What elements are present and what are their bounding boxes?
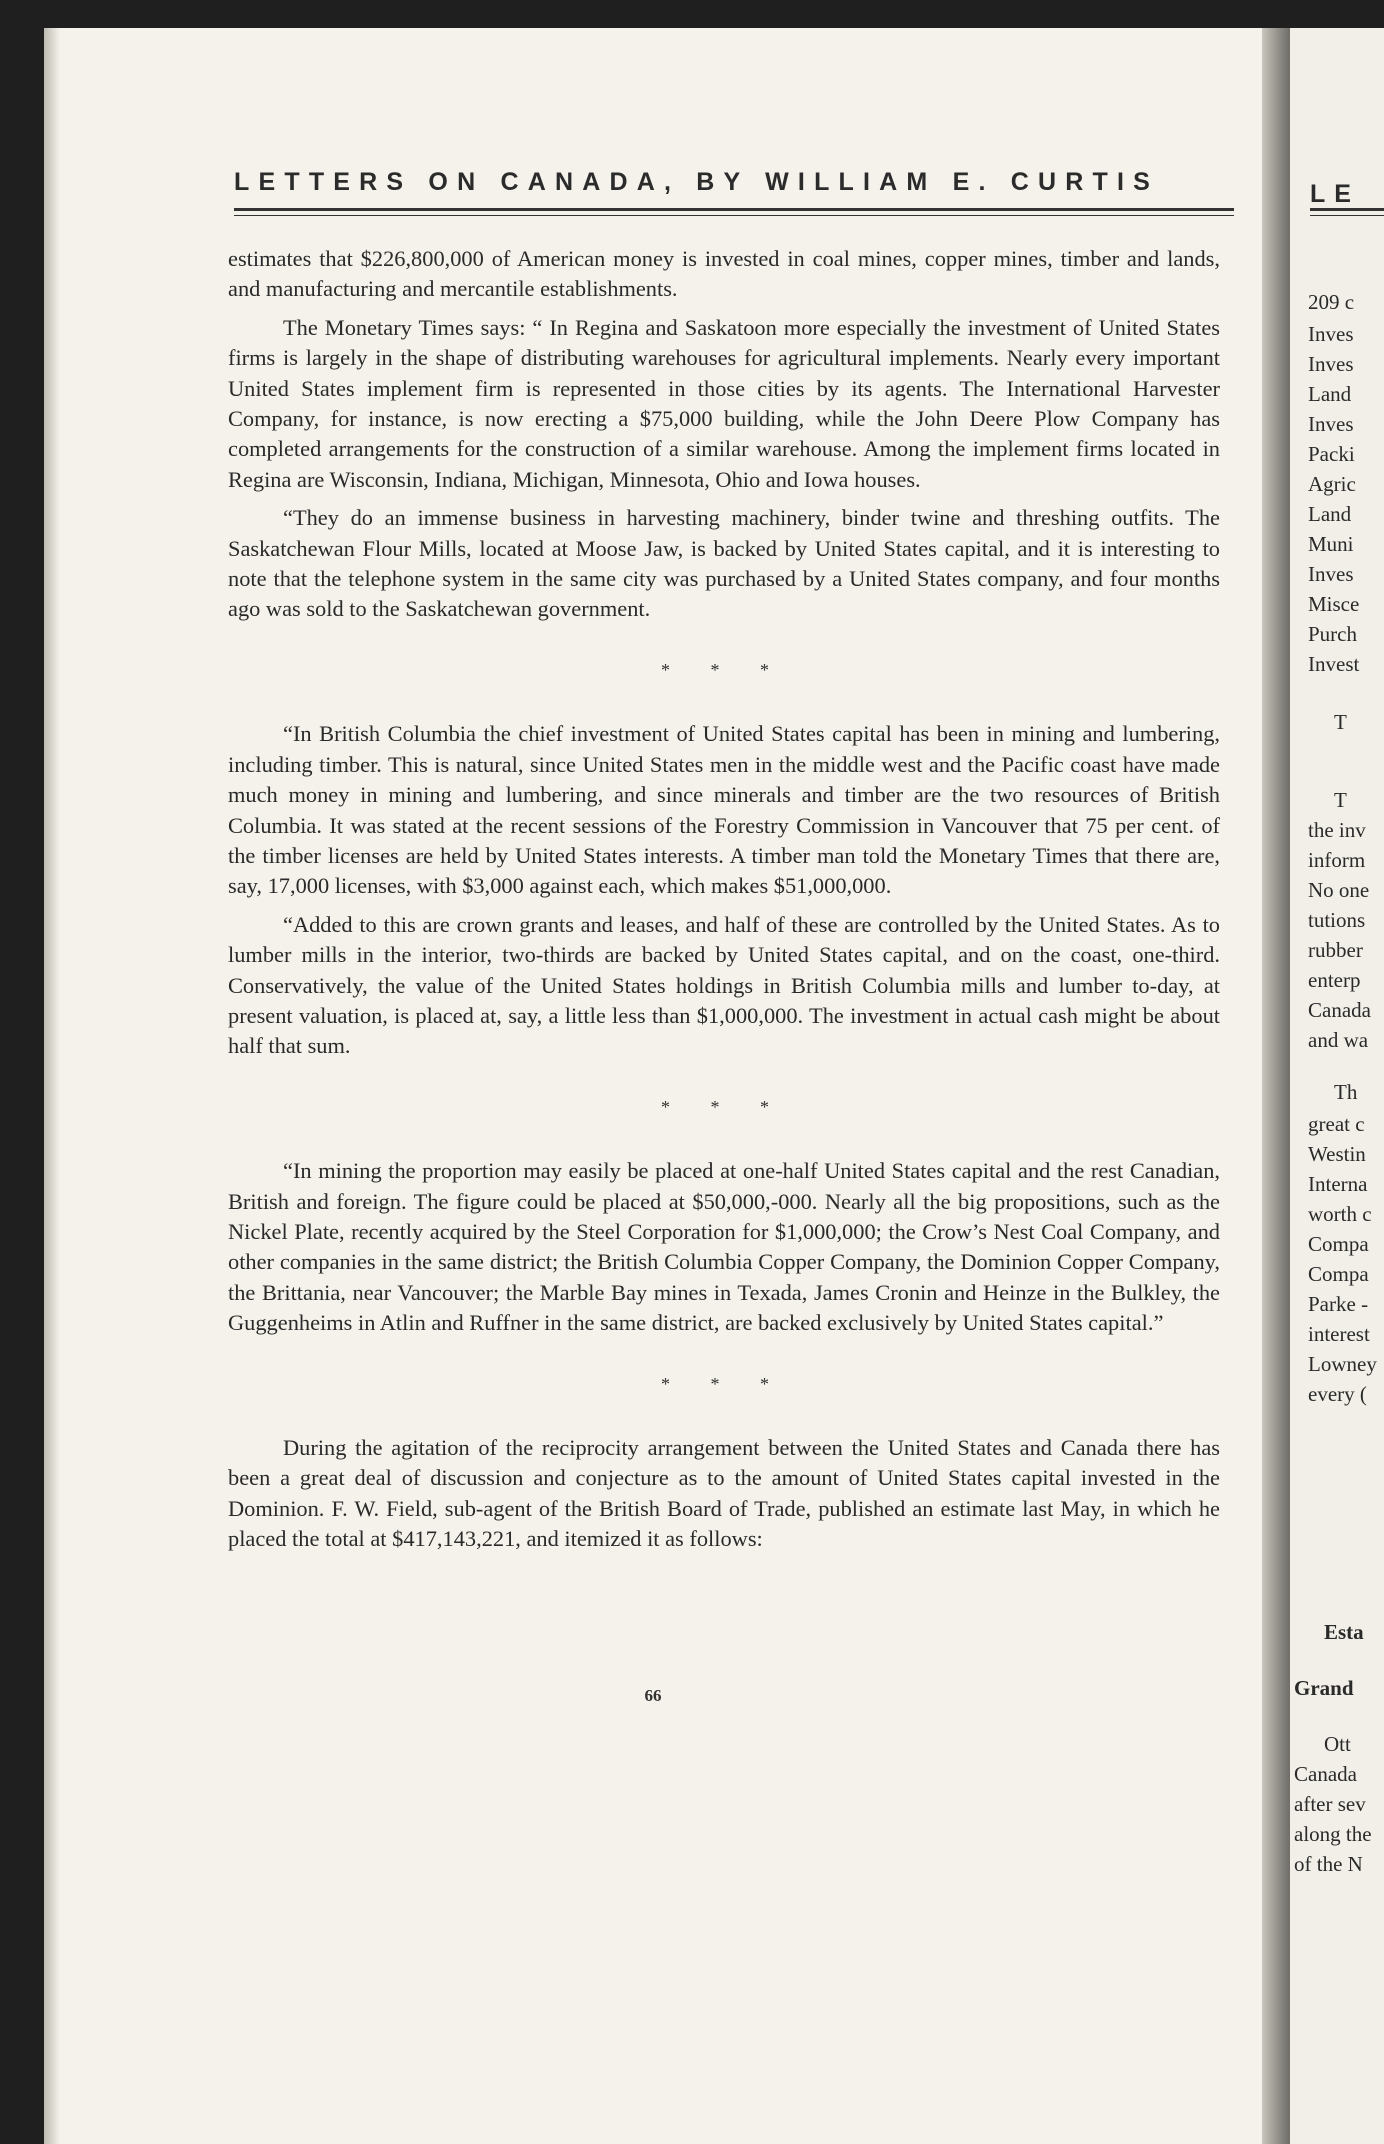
running-head: LETTERS ON CANADA, BY WILLIAM E. CURTIS (234, 168, 1159, 196)
right-page-line: Misce (1308, 592, 1360, 616)
right-page-line: Ott (1324, 1732, 1351, 1756)
right-page-line: enterp (1308, 968, 1361, 992)
right-page-line: Parke - (1308, 1292, 1369, 1316)
right-page (1290, 28, 1384, 2144)
right-page-line: along the (1294, 1822, 1372, 1846)
right-page-line: Grand (1294, 1676, 1354, 1700)
header-rule-thin (234, 215, 1234, 216)
right-page-line: Compa (1308, 1232, 1369, 1256)
right-page-line: Purch (1308, 622, 1357, 646)
right-page-line: Westin (1308, 1142, 1366, 1166)
right-page-line: rubber (1308, 938, 1363, 962)
right-page-line: worth c (1308, 1202, 1372, 1226)
right-page-line: Agric (1308, 472, 1356, 496)
right-page-line: T (1334, 710, 1347, 734)
right-page-line: great c (1308, 1112, 1365, 1136)
right-page-line: every ( (1308, 1382, 1367, 1406)
right-page-line: Inves (1308, 352, 1354, 376)
right-page-line: Land (1308, 502, 1352, 526)
right-page-line: and wa (1308, 1028, 1369, 1052)
right-page-line: Land (1308, 382, 1352, 406)
right-page-line: Packi (1308, 442, 1355, 466)
right-page-line: Invest (1308, 652, 1360, 676)
right-page-line: interest (1308, 1322, 1370, 1346)
page-edge-shadow (44, 28, 60, 2144)
right-page-line: Inves (1308, 412, 1354, 436)
section-separator-1: * * * (661, 659, 787, 680)
right-page-line: the inv (1308, 818, 1366, 842)
right-page-line: Interna (1308, 1172, 1368, 1196)
right-page-line: Th (1334, 1080, 1358, 1104)
right-page-line: Inves (1308, 322, 1354, 346)
right-page-line: inform (1308, 848, 1366, 872)
paragraph-2: The Monetary Times says: “ In Regina and Saskatoon more especially the investment of United States firms is largely in the shape of distributing warehouses for agricultural implements. Nearly every important United States implement firm is represented in those cities by its agents. The International Harvester Company, for instance, is now erecting a $75,000 building, while the John Deere Plow Company has completed arrangements for the construction of a similar warehouse. Among the implement firms located in Regina are Wisconsin, Indiana, Michigan, Minnesota, Ohio and Iowa houses. (228, 314, 1220, 492)
section-separator-3: * * * (661, 1373, 787, 1394)
page-number: 66 (644, 1686, 662, 1705)
body-text (228, 244, 1220, 1563)
right-page-line: Compa (1308, 1262, 1369, 1286)
right-page-line: Canada (1294, 1762, 1357, 1786)
right-page-line: Muni (1308, 532, 1354, 556)
right-page-line: No one (1308, 878, 1370, 902)
right-page-line: T (1334, 788, 1347, 812)
right-page-line: Inves (1308, 562, 1354, 586)
right-running-head: LE (1310, 180, 1360, 208)
header-rule-thick (234, 208, 1234, 211)
paragraph-5: “Added to this are crown grants and leases, and half of these are controlled by the United States. As to lumber mills in the interior, two-thirds are backed by United States capital, and on the coast, one-third. Conservatively, the value of the United States holdings in British Columbia mills and lumber to-day, at present valuation, is placed at, say, a little less than $1,000,000. The investment in actual cash might be about half that sum. (228, 911, 1220, 1059)
paragraph-7: During the agitation of the reciprocity arrangement between the United States and Canada there has been a great deal of discussion and conjecture as to the amount of United States capital invested in the Dominion. F. W. Field, sub-agent of the British Board of Trade, published an estimate last May, in which he placed the total at $417,143,221, and itemized it as follows: (228, 1435, 1220, 1552)
right-page-line: after sev (1294, 1792, 1366, 1816)
right-page-line: of the N (1294, 1852, 1363, 1876)
right-page-line: Lowney (1308, 1352, 1377, 1376)
paragraph-3: “They do an immense business in harvesting machinery, binder twine and threshing outfits. The Saskatchewan Flour Mills, located at Moose Jaw, is backed by United States capital, and it is interesting to note that the telephone system in the same city was purchased by a United States company, and four months ago was sold to the Saskatchewan government. (228, 505, 1220, 622)
paragraph-1: estimates that $226,800,000 of American money is invested in coal mines, copper mines, timber and lands, and manufacturing and mercantile establishments. (228, 246, 1220, 302)
right-page-line: 209 c (1308, 290, 1355, 314)
paragraph-4: “In British Columbia the chief investment of United States capital has been in mining and lumbering, including timber. This is natural, since United States men in the middle west and the Pacific coast have made much money in mining and lumbering, and since minerals and timber are the two resources of British Columbia. It was stated at the recent sessions of the Forestry Commission in Vancouver that 75 per cent. of the timber licenses are held by United States interests. A timber man told the Monetary Times that there are, say, 17,000 licenses, with $3,000 against each, which makes $51,000,000. (228, 721, 1220, 899)
paragraph-6: “In mining the proportion may easily be placed at one-half United States capital and the rest Canadian, British and foreign. The figure could be placed at $50,000,-000. Nearly all the big propositions, such as the Nickel Plate, recently acquired by the Steel Corporation for $1,000,000; the Crow’s Nest Coal Company, and other companies in the same district; the British Columbia Copper Company, the Dominion Copper Company, the Brittania, near Vancouver; the Marble Bay mines in Texada, James Cronin and Heinze in the Bulkley, the Guggenheims in Atlin and Ruffner in the same district, are backed exclusively by United States capital.” (228, 1158, 1220, 1336)
right-page-line: Esta (1324, 1620, 1364, 1644)
section-separator-2: * * * (661, 1096, 787, 1117)
right-page-line: Canada (1308, 998, 1371, 1022)
right-header-rule-thick (1310, 208, 1384, 211)
right-header-rule-thin (1310, 215, 1384, 216)
right-page-line: tutions (1308, 908, 1366, 932)
